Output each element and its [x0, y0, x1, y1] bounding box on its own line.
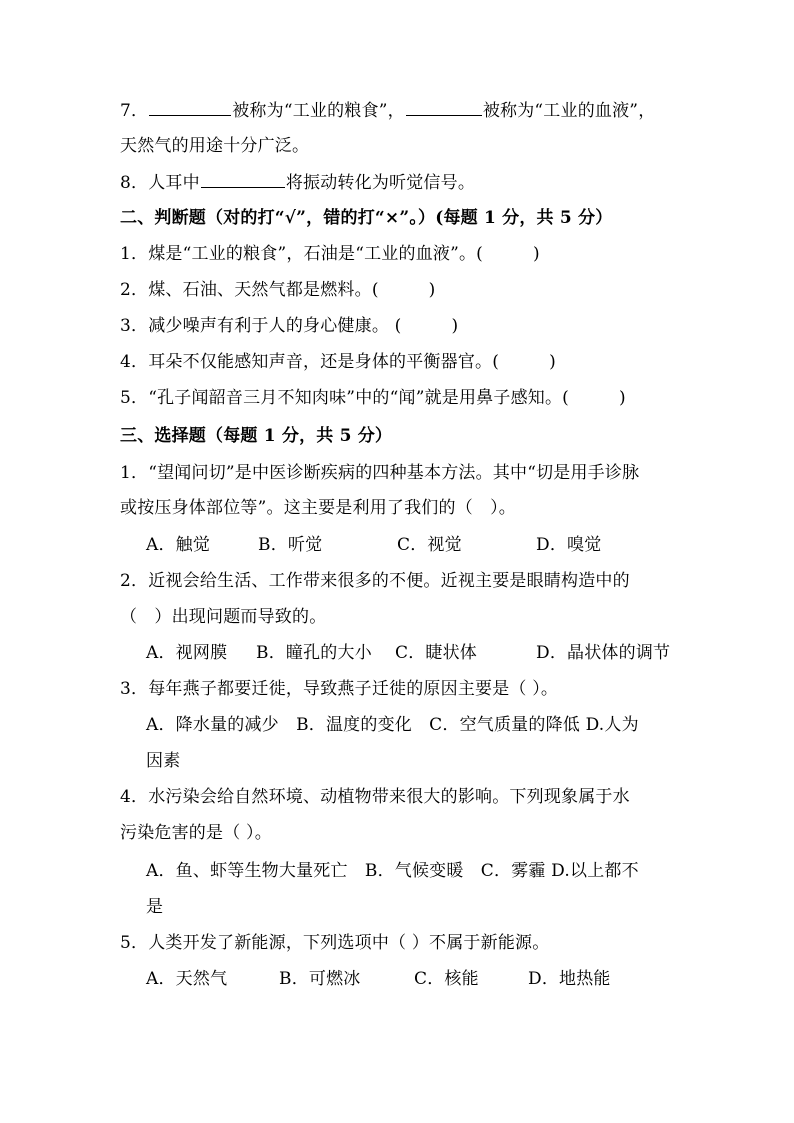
choice-q3-line-1: 3．每年燕子都要迁徙，导致燕子迁徙的原因主要是（ ）。 — [120, 679, 559, 699]
answer-blank[interactable] — [406, 98, 482, 116]
judge-item-text: 1．煤是“工业的粮食”，石油是“工业的血液”。( — [120, 244, 484, 264]
choice-q2-line-2: （ ）出现问题而导致的。 — [120, 607, 327, 627]
choice-option[interactable]: D．嗅觉 — [536, 535, 602, 555]
choice-option[interactable]: B．可燃冰 — [279, 969, 361, 989]
choice-q4-line-1: 4．水污染会给自然环境、动植物带来很大的影响。下列现象属于水 — [120, 787, 630, 807]
choice-q1-line-2: 或按压身体部位等”。这主要是利用了我们的（ ）。 — [120, 498, 516, 518]
choice-q1-line-1: 1．“望闻问切”是中医诊断疾病的四种基本方法。其中“切是用手诊脉 — [120, 463, 640, 483]
choice-q4-options-cont: 是 — [146, 897, 164, 917]
section-heading-judge: 二、判断题（对的打“√”，错的打“×”。）(每题 1 分，共 5 分） — [120, 208, 613, 228]
choice-q2-line-1: 2．近视会给生活、工作带来很多的不便。近视主要是眼睛构造中的 — [120, 571, 630, 591]
choice-option[interactable]: A．天然气 — [146, 969, 228, 989]
question-8-number: 8．人耳中 — [120, 173, 200, 193]
choice-option[interactable]: D．晶状体的调节 — [536, 643, 671, 663]
choice-q3-options[interactable]: A．降水量的减少 B．温度的变化 C．空气质量的降低 D.人为 — [146, 715, 639, 735]
answer-blank[interactable] — [149, 98, 231, 116]
question-8-text: 将振动转化为听觉信号。 — [285, 173, 476, 193]
section-heading-choice: 三、选择题（每题 1 分，共 5 分） — [120, 426, 393, 446]
judge-item-1 — [120, 242, 684, 266]
judge-item-close: ) — [428, 280, 436, 300]
question-7-line-1 — [120, 98, 684, 123]
judge-item-text: 2．煤、石油、天然气都是燃料。( — [120, 280, 379, 300]
choice-option[interactable]: A．触觉 — [146, 535, 211, 555]
choice-option[interactable]: C．核能 — [414, 969, 479, 989]
choice-q4-options[interactable]: A．鱼、虾等生物大量死亡 B．气候变暖 C．雾霾 D.以上都不 — [146, 861, 639, 881]
judge-item-3 — [120, 314, 684, 338]
choice-option[interactable]: D．地热能 — [528, 969, 611, 989]
judge-item-4 — [120, 350, 684, 374]
judge-item-close: ) — [549, 352, 556, 372]
judge-item-text: 5．“孔子闻韶音三月不知肉味”中的“闻”就是用鼻子感知。( — [120, 388, 570, 408]
choice-option[interactable]: C．视觉 — [397, 535, 462, 555]
judge-item-2 — [120, 278, 684, 302]
choice-q5-line-1: 5．人类开发了新能源，下列选项中（ ）不属于新能源。 — [120, 933, 550, 953]
judge-item-text: 4．耳朵不仅能感知声音，还是身体的平衡器官。( — [120, 352, 500, 372]
question-7-text-b: 被称为“工业的血液”， — [482, 101, 656, 121]
judge-item-text: 3．减少噪声有利于人的身心健康。 ( — [120, 316, 402, 336]
choice-q4-line-2: 污染危害的是（ ）。 — [120, 823, 272, 843]
question-8-line — [120, 170, 684, 195]
answer-blank[interactable] — [201, 170, 285, 188]
judge-item-close: ) — [619, 388, 626, 408]
question-7-line-2: 天然气的用途十分广泛。 — [120, 136, 310, 156]
choice-option[interactable]: A．视网膜 — [146, 643, 228, 663]
choice-option[interactable]: C．睫状体 — [395, 643, 478, 663]
judge-item-close: ) — [533, 244, 540, 264]
judge-item-5 — [120, 386, 684, 410]
choice-option[interactable]: B．听觉 — [258, 535, 323, 555]
question-7-text-a: 被称为“工业的粮食”， — [232, 101, 405, 121]
question-7-number: 7． — [120, 101, 149, 121]
choice-q3-options-cont: 因素 — [146, 751, 181, 771]
choice-option[interactable]: B．瞳孔的大小 — [256, 643, 372, 663]
judge-item-close: ) — [451, 316, 459, 336]
